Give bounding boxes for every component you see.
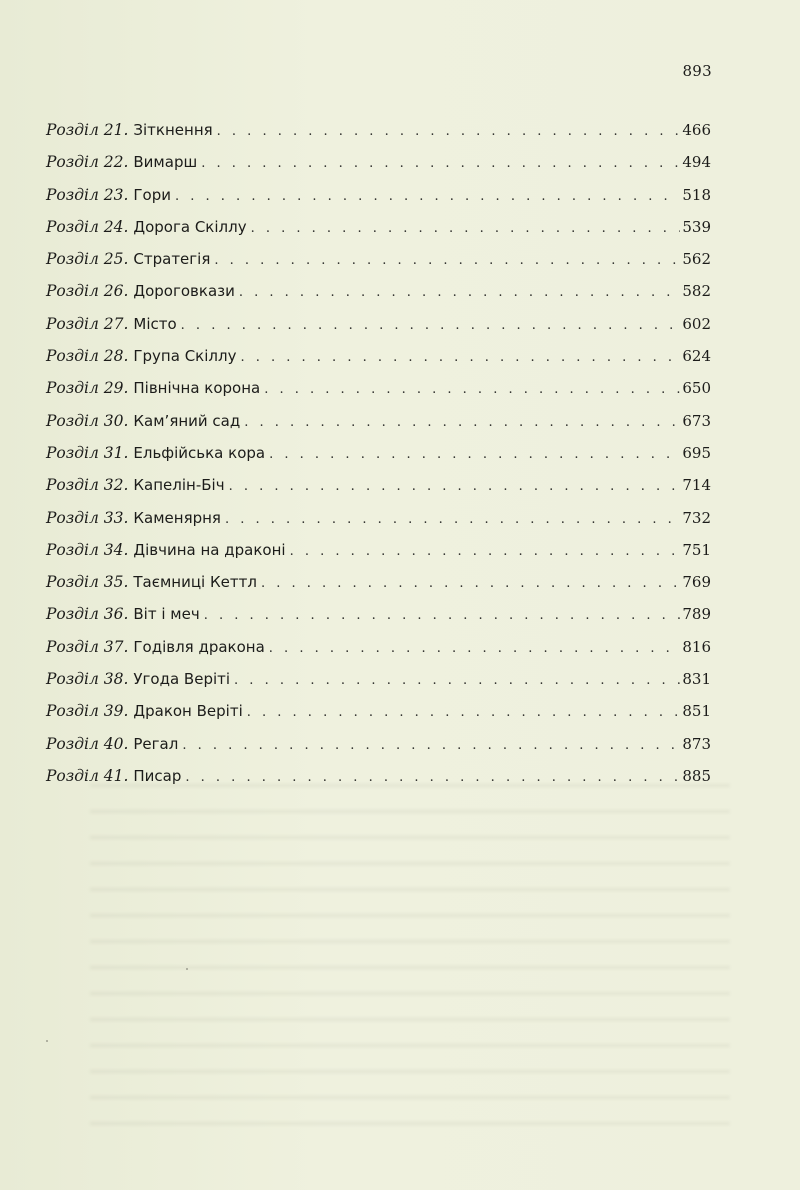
toc-entry-label bbox=[46, 502, 221, 534]
toc-entry bbox=[46, 534, 711, 566]
toc-entry-label bbox=[46, 728, 178, 760]
toc-leader-dots bbox=[175, 181, 680, 213]
toc-chapter-title: Дівчина на драконі bbox=[133, 540, 286, 559]
toc-leader-dots bbox=[261, 568, 680, 600]
toc-entry bbox=[46, 179, 711, 211]
toc-chapter-title: Годівля дракона bbox=[133, 637, 265, 656]
toc-page-number: 673 bbox=[682, 411, 711, 430]
toc-chapter-number: Розділ 40. bbox=[46, 734, 129, 753]
toc-page-number: 562 bbox=[682, 250, 711, 269]
toc-entry bbox=[46, 695, 711, 727]
toc-leader-dots bbox=[182, 730, 680, 762]
toc-page-number: 831 bbox=[682, 670, 711, 689]
toc-chapter-number: Розділ 34. bbox=[46, 540, 129, 559]
toc-leader-dots bbox=[234, 665, 680, 697]
toc-page-number: 582 bbox=[682, 282, 711, 301]
toc-page-number: 624 bbox=[682, 347, 711, 366]
toc-entry-label bbox=[46, 566, 257, 598]
toc-chapter-title: Група Скіллу bbox=[133, 347, 237, 366]
toc-chapter-number: Розділ 30. bbox=[46, 411, 129, 430]
toc-entry bbox=[46, 211, 711, 243]
toc-page-number: 714 bbox=[682, 476, 711, 495]
toc-chapter-number: Розділ 33. bbox=[46, 508, 129, 527]
toc-entry bbox=[46, 598, 711, 630]
toc-page-number: 769 bbox=[682, 573, 711, 592]
toc-chapter-title: Капелін-Біч bbox=[133, 476, 225, 495]
toc-chapter-number: Розділ 21. bbox=[46, 121, 129, 139]
toc-entry-label bbox=[46, 340, 236, 372]
toc-chapter-title: Таємниці Кеттл bbox=[133, 573, 257, 592]
toc-chapter-title: Писар bbox=[133, 766, 182, 785]
toc-entry-label bbox=[46, 760, 181, 792]
toc-chapter-title: Угода Веріті bbox=[133, 670, 231, 689]
toc-entry-label bbox=[46, 372, 260, 404]
toc-chapter-title: Регал bbox=[133, 734, 179, 753]
toc-entry bbox=[46, 728, 711, 760]
toc-entry bbox=[46, 243, 711, 275]
toc-chapter-title: Дороговкази bbox=[133, 282, 235, 301]
toc-leader-dots bbox=[240, 342, 680, 374]
toc-chapter-number: Розділ 35. bbox=[46, 573, 129, 592]
page-number: 893 bbox=[682, 62, 712, 80]
toc-chapter-title: Кам’яний сад bbox=[133, 411, 241, 430]
toc-page-number: 518 bbox=[682, 185, 711, 204]
paper-speck bbox=[46, 1040, 48, 1042]
toc-entry-label bbox=[46, 211, 247, 243]
table-of-contents bbox=[46, 114, 711, 792]
toc-chapter-number: Розділ 26. bbox=[46, 282, 129, 301]
toc-chapter-title: Вимарш bbox=[133, 153, 198, 172]
toc-chapter-number: Розділ 38. bbox=[46, 670, 129, 689]
toc-chapter-number: Розділ 23. bbox=[46, 185, 129, 204]
toc-entry bbox=[46, 340, 711, 372]
toc-entry bbox=[46, 275, 711, 307]
toc-chapter-number: Розділ 29. bbox=[46, 379, 129, 398]
toc-entry-label bbox=[46, 437, 265, 469]
toc-chapter-number: Розділ 25. bbox=[46, 250, 129, 269]
toc-entry-label bbox=[46, 469, 225, 501]
toc-chapter-title: Дракон Веріті bbox=[133, 702, 243, 721]
toc-page-number: 494 bbox=[682, 153, 711, 172]
toc-leader-dots bbox=[217, 116, 681, 148]
toc-page-number: 885 bbox=[682, 766, 711, 785]
toc-entry-label bbox=[46, 598, 200, 630]
toc-leader-dots bbox=[225, 504, 680, 536]
toc-chapter-title: Дорога Скіллу bbox=[133, 217, 247, 236]
toc-entry-label bbox=[46, 275, 235, 307]
toc-leader-dots bbox=[247, 697, 681, 729]
toc-entry bbox=[46, 760, 711, 792]
toc-entry bbox=[46, 502, 711, 534]
toc-page-number: 851 bbox=[682, 702, 711, 721]
paper-speck bbox=[186, 968, 188, 970]
toc-entry-label bbox=[46, 695, 243, 727]
toc-page-number: 873 bbox=[682, 734, 711, 753]
toc-page-number: 466 bbox=[682, 121, 711, 139]
toc-page-number: 602 bbox=[682, 314, 711, 333]
toc-chapter-number: Розділ 28. bbox=[46, 347, 129, 366]
toc-chapter-title: Стратегія bbox=[133, 250, 211, 269]
toc-page-number: 789 bbox=[682, 605, 711, 624]
toc-chapter-title: Каменярня bbox=[133, 508, 221, 527]
toc-leader-dots bbox=[239, 277, 680, 309]
toc-entry-label bbox=[46, 631, 265, 663]
toc-chapter-title: Ельфійська кора bbox=[133, 443, 266, 462]
toc-entry bbox=[46, 469, 711, 501]
toc-leader-dots bbox=[251, 213, 681, 245]
toc-page-number: 732 bbox=[682, 508, 711, 527]
toc-entry-label bbox=[46, 308, 177, 340]
toc-page-number: 816 bbox=[682, 637, 711, 656]
toc-chapter-number: Розділ 31. bbox=[46, 443, 129, 462]
toc-entry bbox=[46, 437, 711, 469]
toc-page-number: 695 bbox=[682, 443, 711, 462]
toc-chapter-number: Розділ 37. bbox=[46, 637, 129, 656]
toc-entry bbox=[46, 146, 711, 178]
toc-leader-dots bbox=[264, 374, 680, 406]
toc-entry-label bbox=[46, 114, 213, 146]
toc-leader-dots bbox=[214, 245, 680, 277]
toc-page-number: 650 bbox=[682, 379, 711, 398]
toc-entry bbox=[46, 114, 711, 146]
toc-chapter-title: Зіткнення bbox=[133, 121, 213, 139]
toc-leader-dots bbox=[204, 600, 681, 632]
toc-chapter-title: Гори bbox=[133, 185, 171, 204]
toc-page-number: 751 bbox=[682, 540, 711, 559]
toc-leader-dots bbox=[181, 310, 681, 342]
toc-entry bbox=[46, 631, 711, 663]
toc-leader-dots bbox=[244, 407, 680, 439]
toc-entry bbox=[46, 308, 711, 340]
toc-chapter-number: Розділ 36. bbox=[46, 605, 129, 624]
toc-entry-label bbox=[46, 179, 171, 211]
toc-entry-label bbox=[46, 534, 286, 566]
toc-chapter-number: Розділ 24. bbox=[46, 217, 129, 236]
toc-entry-label bbox=[46, 405, 240, 437]
toc-entry bbox=[46, 566, 711, 598]
toc-chapter-number: Розділ 27. bbox=[46, 314, 129, 333]
toc-entry bbox=[46, 372, 711, 404]
toc-chapter-title: Місто bbox=[133, 314, 177, 333]
toc-chapter-number: Розділ 39. bbox=[46, 702, 129, 721]
toc-entry-label bbox=[46, 146, 197, 178]
toc-leader-dots bbox=[269, 439, 680, 471]
toc-page-number: 539 bbox=[682, 217, 711, 236]
toc-leader-dots bbox=[290, 536, 681, 568]
show-through-text bbox=[90, 770, 730, 1130]
toc-entry bbox=[46, 663, 711, 695]
toc-chapter-number: Розділ 32. bbox=[46, 476, 129, 495]
toc-entry-label bbox=[46, 243, 210, 275]
toc-leader-dots bbox=[229, 471, 681, 503]
toc-entry bbox=[46, 405, 711, 437]
toc-chapter-number: Розділ 41. bbox=[46, 766, 129, 785]
toc-chapter-title: Північна корона bbox=[133, 379, 261, 398]
toc-leader-dots bbox=[185, 762, 680, 794]
toc-leader-dots bbox=[201, 148, 680, 180]
toc-leader-dots bbox=[269, 633, 681, 665]
toc-chapter-number: Розділ 22. bbox=[46, 153, 129, 172]
toc-entry-label bbox=[46, 663, 230, 695]
toc-chapter-title: Віт і меч bbox=[133, 605, 200, 624]
